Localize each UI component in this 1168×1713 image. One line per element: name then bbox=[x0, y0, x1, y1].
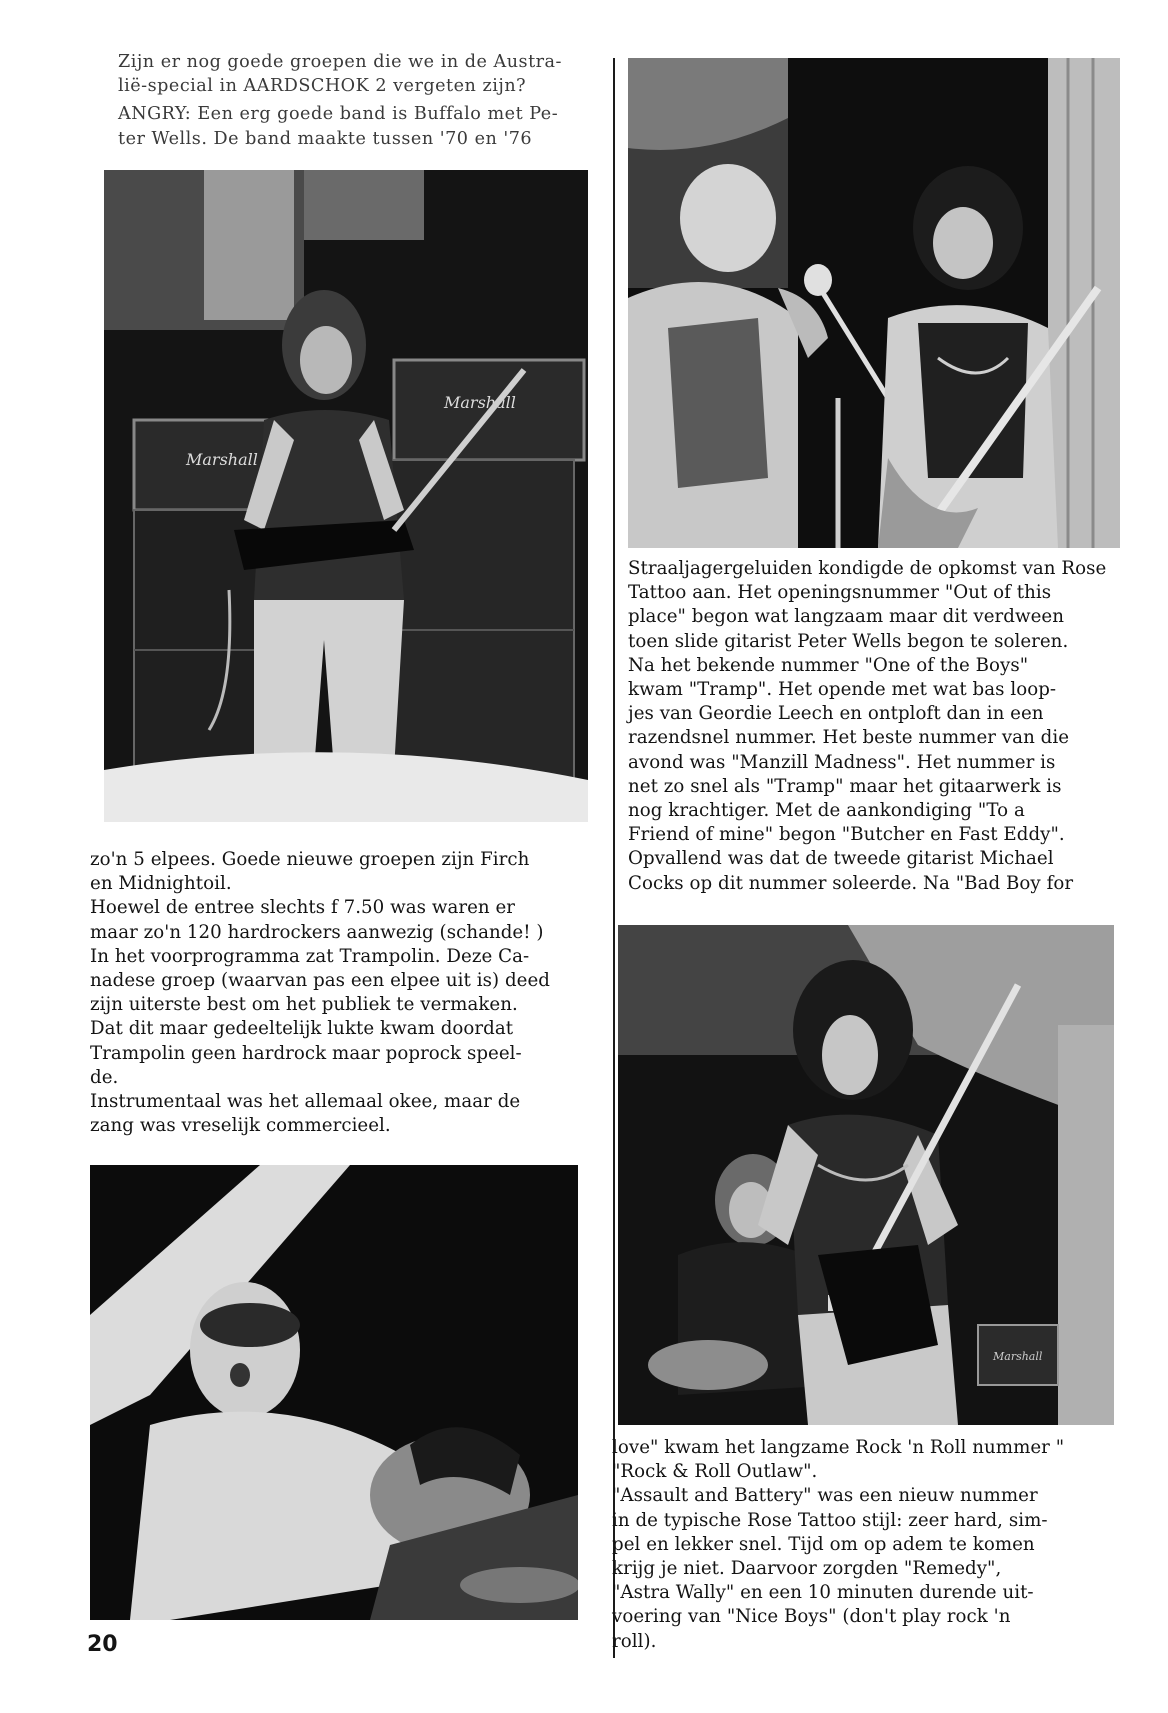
left-paragraph-1: zo'n 5 elpees. Goede nieuwe groepen zijn Firch en Midnightoil. bbox=[90, 849, 530, 895]
photo-guitarist-drummer bbox=[618, 925, 1114, 1425]
amp-logo-left: Marshall bbox=[186, 450, 258, 469]
photo-guitarist-amps bbox=[104, 170, 588, 822]
column-divider bbox=[613, 58, 615, 1658]
amp-logo-small: Marshall bbox=[993, 1350, 1043, 1363]
intro-text bbox=[118, 50, 588, 151]
left-paragraph-2: Hoewel de entree slechts f 7.50 was waren er maar zo'n 120 hardrockers aanwezig (schande! ) In het voorprogramma zat Trampolin. Deze Ca- nadese groep (waarvan pas een elpee uit is) deed zijn uiterste best om het publiek te vermaken. Dat dit maar gedeeltelijk lukte kwam doordat Trampolin geen hardrock maar poprock speel- de. bbox=[90, 897, 550, 1088]
photo-singer-closeup bbox=[90, 1165, 578, 1620]
intro-answer: ANGRY: Een erg goede band is Buffalo met Pe- ter Wells. De band maakte tussen '70 en '76 bbox=[118, 104, 559, 149]
page-number: 20 bbox=[87, 1632, 118, 1657]
left-paragraph-3: Instrumentaal was het allemaal okee, maar de zang was vreselijk commercieel. bbox=[90, 1091, 521, 1137]
right-paragraph-3: "Assault and Battery" was een nieuw nummer in de typische Rose Tattoo stijl: zeer hard, sim- pel en lekker snel. Tijd om op adem te komen krijg je niet. Daarvoor zorgden "Remedy", "Astra Wally" en een 10 minuten durende uit- voering van "Nice Boys" (don't play rock 'n roll). bbox=[612, 1485, 1048, 1652]
right-paragraph-1: Straaljagergeluiden kondigde de opkomst van Rose Tattoo aan. Het openingsnummer "Out of this place" begon wat langzaam maar dit verdween toen slide gitarist Peter Wells begon te soleren. Na het bekende nummer "One of the Boys" kwam "Tramp". Het opende met wat bas loop- jes van Geordie Leech en ontploft dan in een razendsnel nummer. Het beste nummer van die avond was "Manzill Madness". Het nummer is net zo snel als "Tramp" maar het gitaarwerk is nog krachtiger. Met de aankondiging "To a Friend of mine" begon "Butcher en Fast Eddy". Opvallend was dat de tweede gitarist Michael Cocks op dit nummer soleerde. Na "Bad Boy for bbox=[628, 558, 1107, 894]
right-body-text-1 bbox=[628, 557, 1120, 896]
amp-logo-right: Marshall bbox=[444, 393, 516, 412]
photo-singer-microphone bbox=[628, 58, 1120, 548]
left-body-text bbox=[90, 848, 590, 1138]
right-body-text-2 bbox=[612, 1436, 1117, 1654]
intro-question: Zijn er nog goede groepen die we in de Austra- lië-special in AARDSCHOK 2 vergeten zijn? bbox=[118, 52, 562, 97]
right-paragraph-2: love" kwam het langzame Rock 'n Roll nummer " "Rock & Roll Outlaw". bbox=[612, 1437, 1065, 1483]
